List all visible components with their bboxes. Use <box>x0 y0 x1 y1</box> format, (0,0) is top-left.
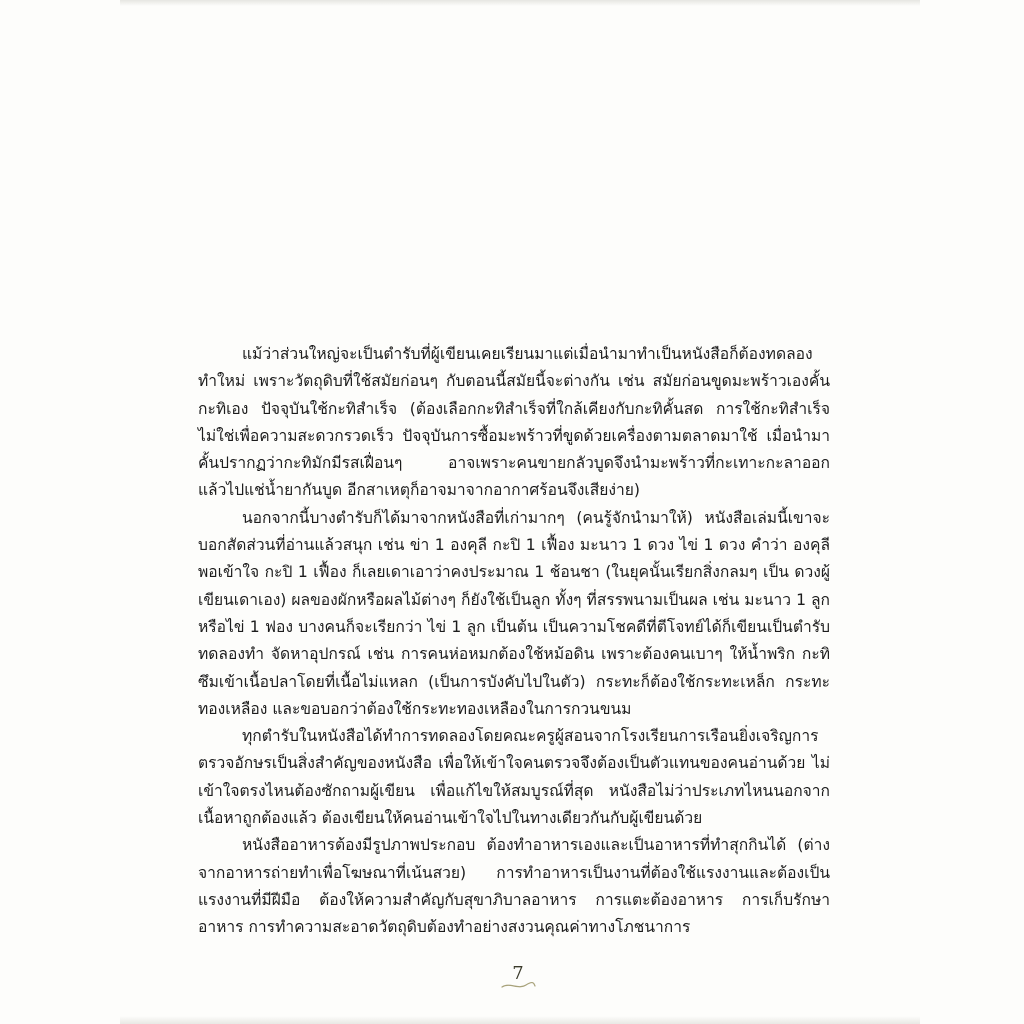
body-text <box>198 341 830 942</box>
paragraph-4: หนังสืออาหารต้องมีรูปภาพประกอบ ต้องทำอาหารเองและเป็นอาหารที่ทำสุกกินได้ (ต่างจากอาหารถ่ายทำเพื่อโฆษณาที่เน้นสวย) การทำอาหารเป็นงานที่ต้องใช้แรงงานและต้องเป็นแรงงานที่มีฝีมือ ต้องให้ความสำคัญกับสุขาภิบาลอาหาร การแตะต้องอาหาร การเก็บรักษาอาหาร การทำความสะอาดวัตถุดิบต้องทำอย่างสงวนคุณค่าทางโภชนาการ <box>198 836 830 937</box>
paragraph-1: แม้ว่าส่วนใหญ่จะเป็นตำรับที่ผู้เขียนเคยเรียนมาแต่เมื่อนำมาทำเป็นหนังสือก็ต้องทดลองทำใหม่ เพราะวัตถุดิบที่ใช้สมัยก่อนๆ กับตอนนี้สมัยนี้จะต่างกัน เช่น สมัยก่อนขูดมะพร้าวเองคั้นกะทิเอง ปัจจุบันใช้กะทิสำเร็จ (ต้องเลือกกะทิสำเร็จที่ใกล้เคียงกับกะทิคั้นสด การใช้กะทิสำเร็จไม่ใช่เพื่อความสะดวกรวดเร็ว ปัจจุบันการซื้อมะพร้าวที่ขูดด้วยเครื่องตามตลาดมาใช้ เมื่อนำมาคั้นปรากฏว่ากะทิมักมีรสเฝื่อนๆ อาจเพราะคนขายกลัวบูดจึงนำมะพร้าวที่กะเทาะกะลาออกแล้วไปแช่น้ำยากันบูด อีกสาเหตุก็อาจมาจากอากาศร้อนจึงเสียง่าย) <box>198 345 830 500</box>
paragraph-3: ทุกตำรับในหนังสือได้ทำการทดลองโดยคณะครูผู้สอนจากโรงเรียนการเรือนยิ่งเจริญการตรวจอักษรเป็นสิ่งสำคัญของหนังสือ เพื่อให้เข้าใจคนตรวจจึงต้องเป็นตัวแทนของคนอ่านด้วย ไม่เข้าใจตรงไหนต้องซักถามผู้เขียน เพื่อแก้ไขให้สมบูรณ์ที่สุด หนังสือไม่ว่าประเภทไหนนอกจากเนื้อหาถูกต้องแล้ว ต้องเขียนให้คนอ่านเข้าใจไปในทางเดียวกันกับผู้เขียนด้วย <box>198 727 830 828</box>
page-number-block <box>498 963 538 993</box>
swash-ornament-icon <box>500 981 536 991</box>
page-number: 7 <box>512 963 524 984</box>
page-edge-top <box>120 0 920 6</box>
page-edge-bottom <box>120 1016 920 1024</box>
paragraph-2: นอกจากนี้บางตำรับก็ได้มาจากหนังสือที่เก่ามากๆ (คนรู้จักนำมาให้) หนังสือเล่มนี้เขาจะบอกสัดส่วนที่อ่านแล้วสนุก เช่น ข่า 1 องคุลี กะปิ 1 เฟื้อง มะนาว 1 ดวง ไข่ 1 ดวง คำว่า องคุลีพอเข้าใจ กะปิ 1 เฟื้อง ก็เลยเดาเอาว่าคงประมาณ 1 ช้อนชา (ในยุคนั้นเรียกสิ่งกลมๆ เป็น ดวงผู้เขียนเดาเอง) ผลของผักหรือผลไม้ต่างๆ ก็ยังใช้เป็นลูก ทั้งๆ ที่สรรพนามเป็นผล เช่น มะนาว 1 ลูก หรือไข่ 1 ฟอง บางคนก็จะเรียกว่า ไข่ 1 ลูก เป็นต้น เป็นความโชคดีที่ตีโจทย์ได้ก็เขียนเป็นตำรับ ทดลองทำ จัดหาอุปกรณ์ เช่น การคนห่อหมกต้องใช้หม้อดิน เพราะต้องคนเบาๆ ให้น้ำพริก กะทิ ซึมเข้าเนื้อปลาโดยที่เนื้อไม่แหลก (เป็นการบังคับไปในตัว) กระทะก็ต้องใช้กระทะเหล็ก กระทะทองเหลือง และขอบอกว่าต้องใช้กระทะทองเหลืองในการกวนขนม <box>198 508 830 718</box>
